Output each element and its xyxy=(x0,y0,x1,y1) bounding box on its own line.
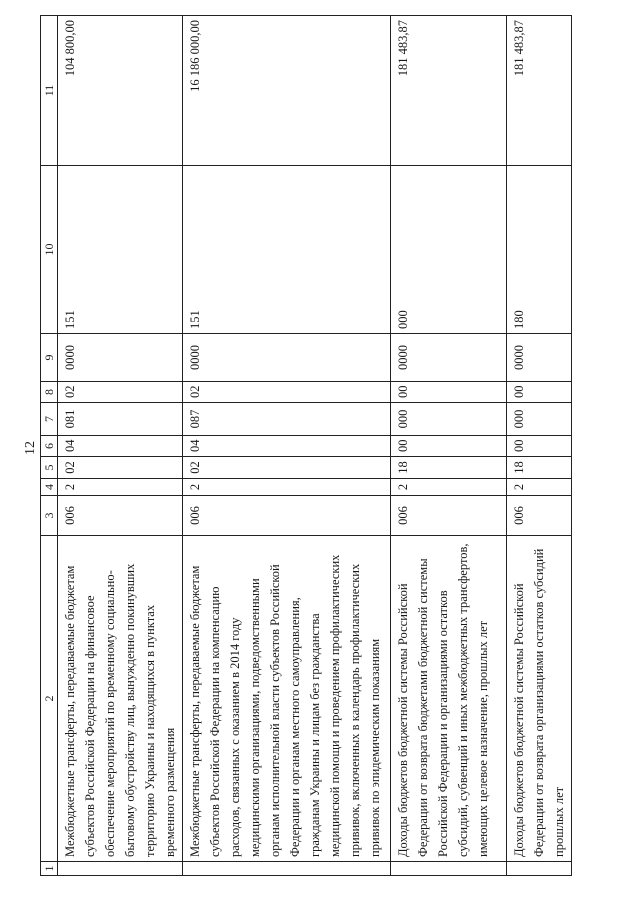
cell-classification: 151 xyxy=(183,166,391,334)
cell-article: 04 xyxy=(183,436,391,457)
cell-program: 0000 xyxy=(507,334,572,382)
cell-admin-code: 006 xyxy=(507,496,572,536)
cell-article: 00 xyxy=(507,436,572,457)
header-col-10: 10 xyxy=(41,166,58,334)
cell-index xyxy=(58,862,183,876)
header-col-2: 2 xyxy=(41,536,58,862)
header-col-3: 3 xyxy=(41,496,58,536)
table-row xyxy=(58,16,183,876)
cell-program: 0000 xyxy=(183,334,391,382)
cell-amount: 16 186 000,00 xyxy=(183,16,391,166)
cell-group: 2 xyxy=(507,479,572,496)
header-col-9: 9 xyxy=(41,334,58,382)
cell-group: 2 xyxy=(391,479,507,496)
cell-program: 0000 xyxy=(391,334,507,382)
cell-index xyxy=(391,862,507,876)
cell-index xyxy=(183,862,391,876)
cell-classification: 151 xyxy=(58,166,183,334)
cell-amount: 181 483,87 xyxy=(391,16,507,166)
cell-subgroup: 02 xyxy=(183,457,391,479)
cell-element: 02 xyxy=(183,382,391,403)
cell-element: 00 xyxy=(507,382,572,403)
cell-subgroup: 18 xyxy=(507,457,572,479)
cell-subgroup: 02 xyxy=(58,457,183,479)
cell-classification: 000 xyxy=(391,166,507,334)
cell-index xyxy=(507,862,572,876)
header-col-4: 4 xyxy=(41,479,58,496)
cell-article: 04 xyxy=(58,436,183,457)
cell-element: 02 xyxy=(58,382,183,403)
cell-admin-code: 006 xyxy=(58,496,183,536)
header-row xyxy=(41,16,58,876)
cell-subarticle: 087 xyxy=(183,403,391,436)
rotated-table-container xyxy=(40,16,566,876)
header-col-11: 11 xyxy=(41,16,58,166)
cell-description: Доходы бюджетов бюджетной системы Российской Федерации от возврата организациями остатков субсидий прошлых лет xyxy=(507,536,572,862)
cell-program: 0000 xyxy=(58,334,183,382)
cell-subarticle: 081 xyxy=(58,403,183,436)
cell-admin-code: 006 xyxy=(183,496,391,536)
header-col-8: 8 xyxy=(41,382,58,403)
cell-group: 2 xyxy=(183,479,391,496)
cell-element: 00 xyxy=(391,382,507,403)
cell-description: Межбюджетные трансферты, передаваемые бюджетам субъектов Российской Федерации на компенсацию расходов, связанных с оказанием в 2014 году медицинскими организациями, подведомственными органам исполнительной власти субъектов Российской Федерации и органам местного самоуправления, гражданам Украины и лицам без гражданства медицинской помощи и проведением профилактических прививок, включенных в календарь профилактических прививок по эпидемическим показаниям xyxy=(183,536,391,862)
cell-amount: 104 800,00 xyxy=(58,16,183,166)
cell-group: 2 xyxy=(58,479,183,496)
cell-subarticle: 000 xyxy=(507,403,572,436)
cell-description: Межбюджетные трансферты, передаваемые бюджетам субъектов Российской Федерации на финансовое обеспечение мероприятий по временному социально-бытовому обустройству лиц, вынужденно покинувших территорию Украины и находящихся в пунктах временного размещения xyxy=(58,536,183,862)
table-row xyxy=(183,16,391,876)
header-col-5: 5 xyxy=(41,457,58,479)
table-row xyxy=(391,16,507,876)
header-col-7: 7 xyxy=(41,403,58,436)
cell-classification: 180 xyxy=(507,166,572,334)
budget-table xyxy=(40,15,572,876)
header-col-1: 1 xyxy=(41,862,58,876)
header-col-6: 6 xyxy=(41,436,58,457)
cell-subarticle: 000 xyxy=(391,403,507,436)
cell-admin-code: 006 xyxy=(391,496,507,536)
cell-subgroup: 18 xyxy=(391,457,507,479)
page-number: 12 xyxy=(23,441,38,455)
table-row xyxy=(507,16,572,876)
cell-amount: 181 483,87 xyxy=(507,16,572,166)
cell-article: 00 xyxy=(391,436,507,457)
cell-description: Доходы бюджетов бюджетной системы Российской Федерации от возврата бюджетами бюджетной системы Российской Федерации и организациями остатков субсидий, субвенций и иных межбюджетных трансфертов, имеющих целевое назначение, прошлых лет xyxy=(391,536,507,862)
